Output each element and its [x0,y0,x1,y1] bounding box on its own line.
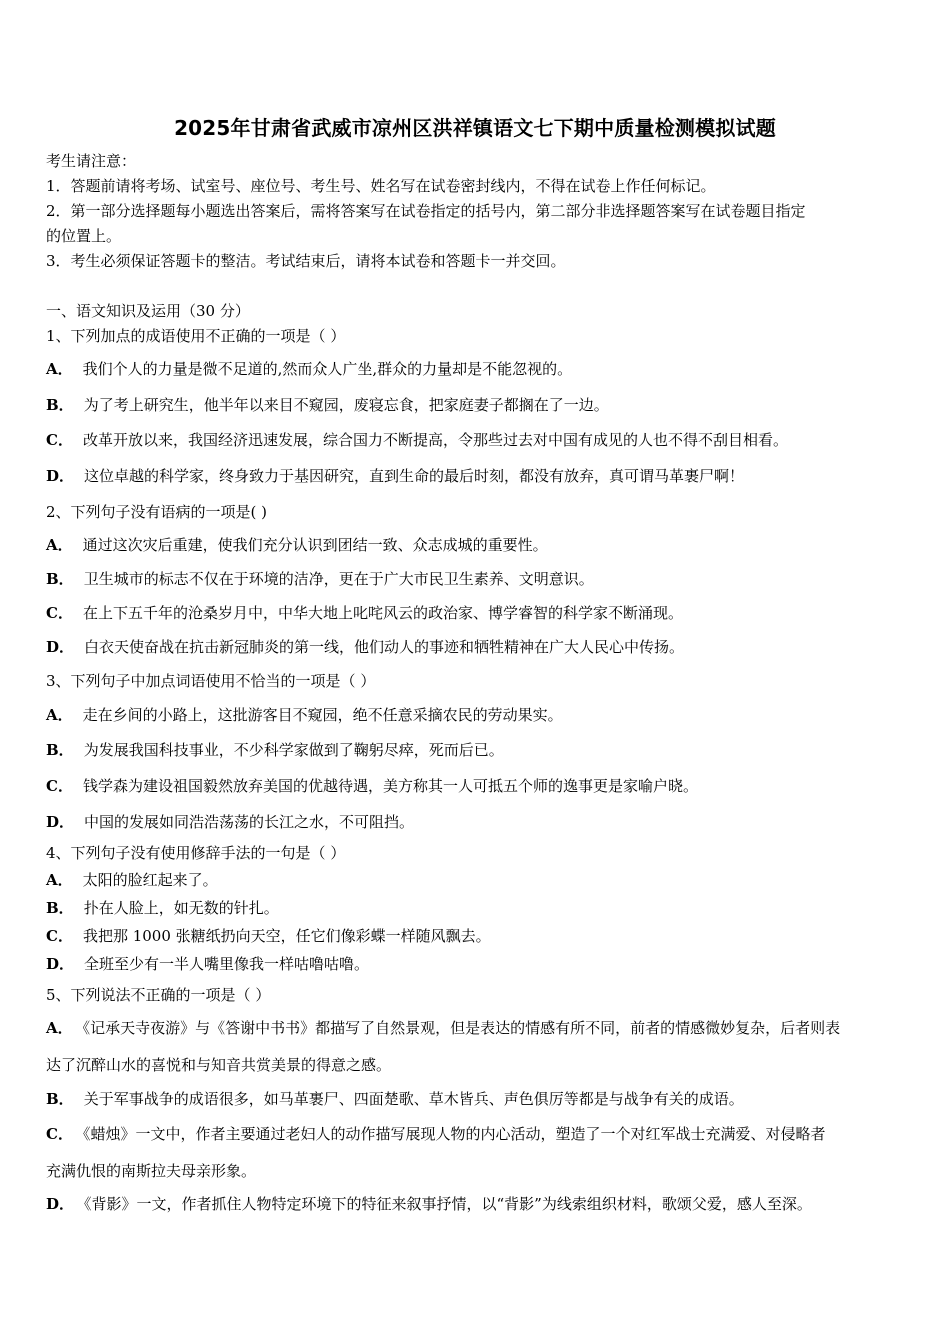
option-text: 为了考上研究生，他半年以来目不窥园，废寝忘食，把家庭妻子都搁在了一边。 [83,396,609,414]
option[interactable] [46,603,908,623]
option[interactable] [46,359,908,379]
option-text: 中国的发展如同浩浩荡荡的长江之水，不可阻挡。 [84,813,415,831]
notice-item: 2．第一部分选择题每小题选出答案后，需将答案写在试卷指定的括号内，第二部分非选择题答案写在试卷题目指定 [46,202,806,220]
option-text: 《蜡烛》一文中，作者主要通过老妇人的动作描写展现人物的内心活动，塑造了一个对红军战士充满爱、对侵略者 [82,1125,826,1143]
option[interactable] [46,705,908,725]
option-label: B． [46,1090,74,1108]
option[interactable] [46,535,908,555]
notice-item: 的位置上。 [46,227,122,245]
option-label: D． [46,955,75,973]
option-label: C． [46,604,73,622]
option[interactable] [46,812,908,832]
option[interactable] [46,954,908,974]
option-text: 钱学森为建设祖国毅然放弃美国的优越待遇，美方称其一人可抵五个师的逸事更是家喻户晓。 [82,777,698,795]
option-label: A． [46,360,73,378]
option-label: D． [46,638,75,656]
question-stem: 4、下列句子没有使用修辞手法的一句是（ ） [46,844,346,862]
option-text: 《背影》一文，作者抓住人物特定环境下的特征来叙事抒情，以“背影”为线索组织材料，歌颂父爱，感人至深。 [84,1195,812,1213]
option-continuation: 充满仇恨的南斯拉夫母亲形象。 [46,1162,257,1180]
option-text: 改革开放以来，我国经济迅速发展，综合国力不断提高，令那些过去对中国有成见的人也不得不刮目相看。 [82,431,788,449]
option[interactable] [46,637,908,657]
option[interactable] [46,466,908,486]
option[interactable] [46,395,908,415]
option-text: 《记承天寺夜游》与《答谢中书书》都描写了自然景观，但是表达的情感有所不同，前者的情感微妙复杂，后者则表 [82,1019,841,1037]
option[interactable] [46,870,908,890]
option-text: 太阳的脸红起来了。 [82,871,218,889]
option[interactable] [46,740,908,760]
option-label: B． [46,570,74,588]
question-stem: 5、下列说法不正确的一项是（ ） [46,986,271,1004]
section-heading: 一、语文知识及运用（30 分） [46,302,250,320]
option-label: C． [46,431,73,449]
option-label: C． [46,777,73,795]
option-label: C． [46,927,73,945]
option-label: A． [46,536,73,554]
option-text: 关于军事战争的成语很多，如马革裹尸、四面楚歌、草木皆兵、声色俱厉等都是与战争有关的成语。 [83,1090,744,1108]
notice-item: 3．考生必须保证答题卡的整洁。考试结束后，请将本试卷和答题卡一并交回。 [46,252,566,270]
option-label: D． [46,467,75,485]
option-label: C． [46,1125,73,1143]
option[interactable] [46,1089,908,1109]
option[interactable] [46,898,908,918]
option-label: B． [46,396,74,414]
option-label: A． [46,871,73,889]
option-text: 卫生城市的标志不仅在于环境的洁净，更在于广大市民卫生素养、文明意识。 [83,570,594,588]
option[interactable] [46,926,908,946]
option-label: D． [46,813,75,831]
option-label: D． [46,1195,75,1213]
option[interactable] [46,430,908,450]
page-title: 2025年甘肃省武威市凉州区洪祥镇语文七下期中质量检测模拟试题 [174,116,776,140]
option-text: 我们个人的力量是微不足道的,然而众人广坐,群众的力量却是不能忽视的。 [82,360,573,378]
notice-item: 1．答题前请将考场、试室号、座位号、考生号、姓名写在试卷密封线内，不得在试卷上作任何标记。 [46,177,716,195]
option-text: 走在乡间的小路上，这批游客目不窥园，绝不任意采摘农民的劳动果实。 [82,706,563,724]
question-stem: 2、下列句子没有语病的一项是( ) [46,503,268,521]
option-label: A． [46,1019,73,1037]
option[interactable] [46,1124,908,1144]
option-text: 我把那 1000 张糖纸扔向天空，任它们像彩蝶一样随风飘去。 [82,927,491,945]
option-continuation: 达了沉醉山水的喜悦和与知音共赏美景的得意之感。 [46,1056,392,1074]
question-stem: 3、下列句子中加点词语使用不恰当的一项是（ ） [46,672,376,690]
option-text: 这位卓越的科学家，终身致力于基因研究，直到生命的最后时刻，都没有放弃，真可谓马革裹尸啊！ [84,467,745,485]
option-text: 在上下五千年的沧桑岁月中，中华大地上叱咤风云的政治家、博学睿智的科学家不断涌现。 [82,604,683,622]
question-stem: 1、下列加点的成语使用不正确的一项是（ ） [46,327,346,345]
option[interactable] [46,569,908,589]
notice-heading: 考生请注意： [46,152,137,170]
option[interactable] [46,1018,908,1038]
option-label: A． [46,706,73,724]
option-text: 通过这次灾后重建，使我们充分认识到团结一致、众志成城的重要性。 [82,536,548,554]
option-label: B． [46,741,74,759]
option-text: 全班至少有一半人嘴里像我一样咕噜咕噜。 [84,955,370,973]
option-label: B． [46,899,74,917]
option-text: 扑在人脸上，如无数的针扎。 [83,899,279,917]
option-text: 为发展我国科技事业，不少科学家做到了鞠躬尽瘁，死而后已。 [83,741,504,759]
option[interactable] [46,1194,908,1214]
option[interactable] [46,776,908,796]
option-text: 白衣天使奋战在抗击新冠肺炎的第一线，他们动人的事迹和牺牲精神在广大人民心中传扬。 [84,638,685,656]
